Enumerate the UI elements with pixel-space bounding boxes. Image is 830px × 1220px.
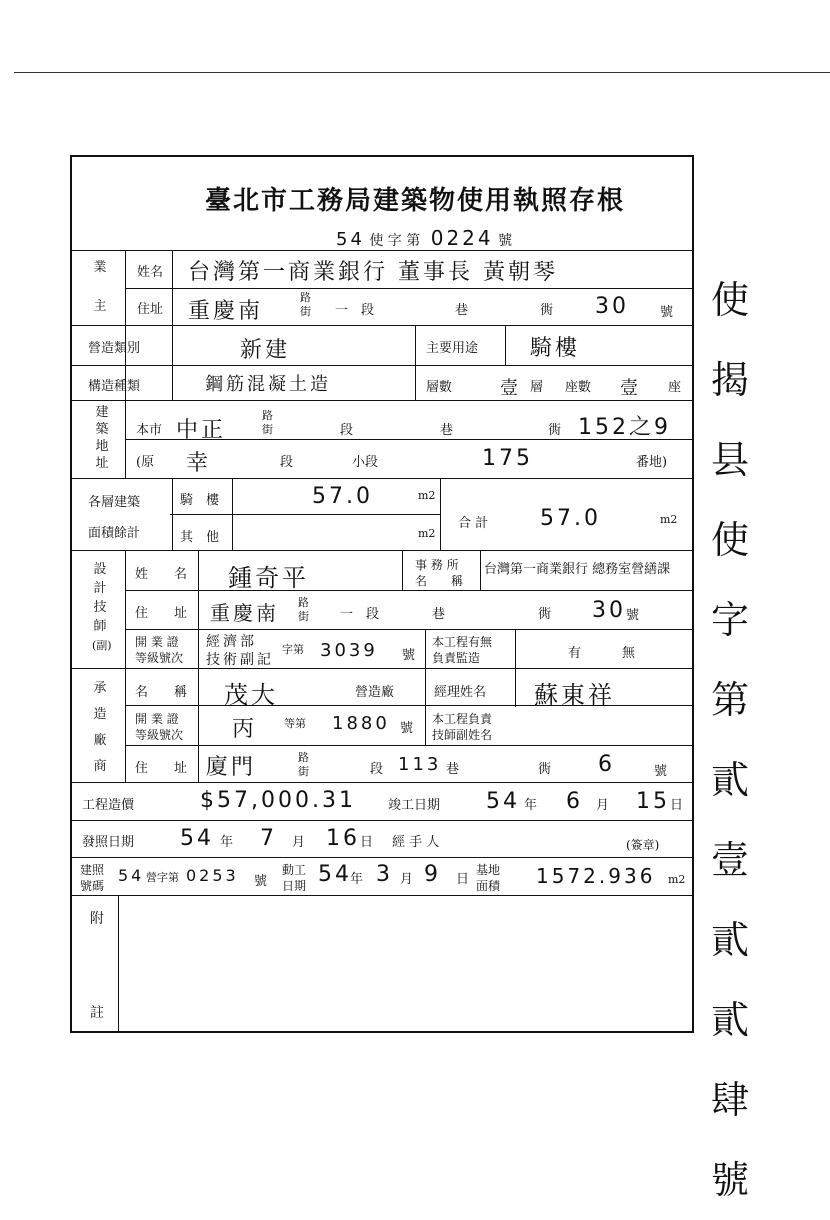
main-use-label: 主要用途	[426, 341, 479, 356]
owner-addr-alley: 衖	[540, 303, 554, 318]
spine-char: 號	[710, 1158, 749, 1202]
start-year: 54	[318, 862, 352, 887]
designer-section	[92, 560, 112, 655]
other-unit: m2	[418, 527, 436, 540]
site-section	[94, 404, 110, 472]
owner-addr-no: 30	[595, 294, 629, 319]
contractor-addr-duan: 段	[370, 762, 384, 777]
site-district: 中正	[176, 418, 227, 443]
designer-license-label-2: 等級號次	[135, 651, 184, 665]
contractor-addr-no: 6	[598, 752, 615, 777]
rule	[480, 550, 481, 590]
issue-month: 7	[260, 826, 277, 851]
contractor-section-4: 商	[93, 759, 107, 774]
rule	[72, 325, 692, 326]
supervise-yes: 有	[568, 646, 582, 661]
build-permit-value: 54	[118, 866, 145, 885]
site-orig-district: 幸	[186, 451, 212, 476]
contractor-license-no: 1880	[332, 713, 390, 734]
rule	[232, 478, 233, 550]
supervise-label-1: 本工程有無	[432, 635, 493, 649]
designer-addr-lane: 巷	[432, 607, 446, 622]
contractor-section-3: 廠	[93, 733, 107, 748]
contractor-license-mid: 等第	[284, 717, 306, 730]
rule	[125, 745, 692, 746]
remarks-bottom: 註	[90, 1005, 104, 1021]
blocks-value: 壹	[620, 378, 641, 399]
contractor-addr-street: 街	[298, 765, 309, 778]
contractor-section-2: 造	[93, 707, 107, 722]
land-label-1: 基地	[476, 863, 501, 877]
cost-value: $57,000.31	[200, 788, 356, 813]
rule	[72, 250, 692, 251]
permit-year: 54	[336, 229, 365, 250]
spine-char: 使	[710, 518, 749, 562]
owner-name-value: 台灣第一商業銀行 董事長 黃朝琴	[188, 260, 558, 285]
spine-char: 壹	[710, 838, 749, 882]
owner-addr-duan: 一 段	[335, 303, 375, 318]
rule	[72, 400, 692, 401]
spine-char: 揭	[710, 358, 749, 402]
site-section-2: 築	[95, 422, 109, 437]
spine-char: 肆	[710, 1078, 749, 1122]
owner-addr-road: 路	[300, 291, 311, 304]
cost-label: 工程造價	[82, 798, 135, 813]
contractor-license-grade: 丙	[232, 717, 258, 742]
designer-license-mid: 字第	[282, 643, 304, 656]
rule	[118, 895, 119, 1033]
completion-month: 6	[566, 789, 583, 814]
rule	[72, 895, 692, 896]
designer-addr-hao: 號	[626, 608, 640, 623]
designer-license-value-1: 經濟部	[206, 634, 257, 650]
site-lane: 巷	[440, 423, 454, 438]
build-permit-label-1: 建照	[80, 863, 105, 877]
site-street: 街	[262, 423, 273, 436]
contractor-name-suffix: 營造廠	[355, 685, 395, 700]
start-day-label: 日	[456, 872, 470, 887]
binding-spine	[700, 260, 760, 1220]
sign-label: (簽章)	[626, 838, 660, 852]
rule	[515, 629, 516, 668]
rule	[198, 550, 199, 782]
owner-addr-hao: 號	[660, 305, 674, 320]
rule	[402, 550, 403, 590]
build-permit-hao: 號	[254, 874, 268, 889]
issue-day-label: 日	[360, 835, 374, 850]
rule	[72, 782, 692, 783]
rule	[515, 668, 516, 707]
main-use-value: 騎樓	[530, 336, 581, 361]
rule	[72, 365, 692, 366]
contractor-license-label-2: 等級號次	[135, 728, 184, 742]
arcade-value: 57.0	[312, 484, 373, 509]
page-edge-line	[14, 72, 830, 73]
floors-value: 壹	[500, 378, 521, 399]
contractor-section	[92, 676, 108, 780]
site-section-1: 建	[95, 405, 109, 420]
rule	[72, 550, 692, 551]
completion-day-label: 日	[670, 798, 684, 813]
other-label: 其 他	[180, 530, 220, 545]
designer-license-value-2: 技術副記	[206, 652, 274, 668]
land-unit: m2	[668, 873, 686, 886]
contractor-addr-value: 廈門	[206, 755, 257, 780]
site-road: 路	[262, 409, 273, 422]
supervise-label-2: 負責監造	[432, 651, 481, 665]
total-value: 57.0	[540, 506, 601, 531]
contractor-license-label-1: 開 業 證	[135, 712, 179, 726]
start-day: 9	[424, 862, 441, 887]
permit-label: 使 字 第	[369, 233, 421, 249]
rule	[125, 400, 126, 478]
site-alley: 衖	[548, 423, 562, 438]
contractor-name-label: 名 稱	[135, 685, 188, 700]
owner-addr-label: 住址	[137, 302, 164, 317]
land-value: 1572.936	[536, 864, 656, 888]
permit-number: 0224	[430, 226, 494, 250]
area-label-1: 各層建築	[88, 495, 141, 510]
designer-section-1: 設	[93, 562, 107, 577]
designer-section-5: (副)	[92, 639, 112, 652]
rule	[125, 288, 692, 289]
contractor-name-value: 茂大	[224, 681, 278, 709]
contractor-addr-road: 路	[298, 751, 309, 764]
permit-suffix: 號	[498, 233, 513, 249]
owner-section-1: 業	[93, 260, 107, 275]
designer-section-3: 技	[93, 600, 107, 615]
contractor-addr-label: 住 址	[135, 761, 188, 776]
rule	[172, 250, 173, 400]
tech-label-1: 本工程負責	[432, 712, 493, 726]
total-unit: m2	[660, 513, 678, 526]
spine-char: 使	[710, 278, 749, 322]
office-label-2: 名 稱	[415, 574, 464, 588]
build-permit-mid: 營字第	[146, 871, 179, 884]
site-number: 152之9	[578, 415, 671, 440]
rule	[72, 668, 692, 669]
start-year-label: 年	[350, 872, 364, 887]
rule	[72, 478, 692, 479]
contractor-addr-no-mid: 113	[398, 754, 442, 775]
rule	[425, 629, 426, 668]
designer-addr-value: 重慶南	[210, 601, 279, 625]
contractor-addr-alley: 衖	[538, 762, 552, 777]
rule	[72, 820, 692, 821]
spine-char: 貳	[710, 918, 749, 962]
rule	[125, 629, 692, 630]
structure-value: 鋼筋混凝土造	[205, 374, 331, 395]
handler-label: 經 手 人	[392, 835, 440, 850]
start-label-1: 動工	[282, 863, 307, 877]
rule	[425, 668, 426, 745]
spine-char: 貳	[710, 758, 749, 802]
contractor-section-1: 承	[93, 681, 107, 696]
office-label-1: 事 務 所	[415, 558, 459, 572]
completion-month-label: 月	[596, 798, 610, 813]
owner-section-2: 主	[93, 299, 107, 314]
floors-unit: 層	[530, 380, 544, 395]
spine-char: 县	[710, 438, 749, 482]
floors-label: 層數	[426, 380, 453, 395]
site-orig-duan: 段	[280, 455, 294, 470]
designer-addr-label: 住 址	[135, 606, 188, 621]
completion-year: 54	[486, 789, 520, 814]
rule	[125, 550, 126, 782]
rule	[170, 514, 440, 515]
site-orig-subduan: 小段	[352, 455, 379, 470]
rule	[125, 590, 692, 591]
construct-type-label: 營造類別	[88, 341, 141, 356]
rule	[505, 325, 506, 365]
manager-label: 經理姓名	[434, 685, 487, 700]
spine-char: 貳	[710, 998, 749, 1042]
owner-addr-street: 街	[300, 305, 311, 318]
total-label: 合 計	[458, 516, 489, 531]
arcade-unit: m2	[418, 489, 436, 502]
designer-name-value: 鍾奇平	[228, 564, 309, 592]
designer-addr-road: 路	[298, 596, 309, 609]
blocks-unit: 座	[668, 380, 682, 395]
site-city: 本市	[136, 423, 163, 438]
rule	[72, 857, 692, 858]
designer-license-label-1: 開 業 證	[135, 635, 179, 649]
owner-addr-value: 重慶南	[188, 299, 264, 324]
designer-addr-duan: 一 段	[340, 607, 380, 622]
start-label-2: 日期	[282, 879, 307, 893]
designer-name-label: 姓 名	[135, 567, 188, 582]
designer-section-4: 師	[93, 619, 107, 634]
start-month-label: 月	[400, 872, 414, 887]
designer-addr-no: 30	[592, 598, 626, 623]
site-orig-label: (原	[136, 455, 155, 470]
rule	[172, 478, 173, 550]
site-orig-lot: 175	[482, 446, 533, 471]
supervise-no: 無	[622, 646, 636, 661]
remarks-top: 附	[90, 911, 104, 927]
tech-label-2: 技師副姓名	[432, 728, 493, 742]
contractor-addr-lane: 巷	[446, 762, 460, 777]
spine-char: 字	[710, 598, 749, 642]
owner-name-label: 姓名	[137, 265, 164, 280]
issue-day: 16	[326, 826, 360, 851]
site-orig-lot-label: 番地)	[636, 455, 668, 470]
designer-license-no: 3039	[320, 640, 378, 661]
site-section-3: 地	[95, 439, 109, 454]
arcade-label: 騎 樓	[180, 493, 220, 508]
contractor-addr-hao: 號	[654, 764, 668, 779]
site-section-4: 址	[95, 456, 109, 471]
construct-type-value: 新建	[240, 338, 291, 363]
build-permit-no: 0253	[186, 866, 239, 885]
permit-form	[70, 155, 694, 1033]
designer-license-hao: 號	[402, 648, 416, 663]
start-month: 3	[376, 862, 393, 887]
spine-char: 第	[710, 678, 749, 722]
designer-addr-street: 街	[298, 610, 309, 623]
office-value: 台灣第一商業銀行 總務室營繕課	[484, 562, 671, 577]
manager-value: 蘇東祥	[534, 681, 615, 709]
blocks-label: 座數	[565, 380, 592, 395]
contractor-license-hao: 號	[400, 721, 414, 736]
issue-month-label: 月	[292, 835, 306, 850]
land-label-2: 面積	[476, 879, 501, 893]
completion-day: 15	[636, 789, 670, 814]
document-title: 臺北市工務局建築物使用執照存根	[204, 186, 625, 216]
designer-section-2: 計	[93, 581, 107, 596]
rule	[440, 478, 441, 550]
issue-year: 54	[180, 826, 214, 851]
build-permit-label-2: 號碼	[80, 879, 105, 893]
area-label-2: 面積餘計	[88, 526, 141, 541]
completion-label: 竣工日期	[388, 798, 441, 813]
designer-addr-alley: 衖	[538, 607, 552, 622]
structure-label: 構造種類	[88, 379, 141, 394]
issue-date-label: 發照日期	[82, 835, 135, 850]
completion-year-label: 年	[524, 798, 538, 813]
site-duan: 段	[340, 423, 354, 438]
rule	[415, 325, 416, 400]
issue-year-label: 年	[220, 835, 234, 850]
owner-addr-lane: 巷	[455, 303, 469, 318]
